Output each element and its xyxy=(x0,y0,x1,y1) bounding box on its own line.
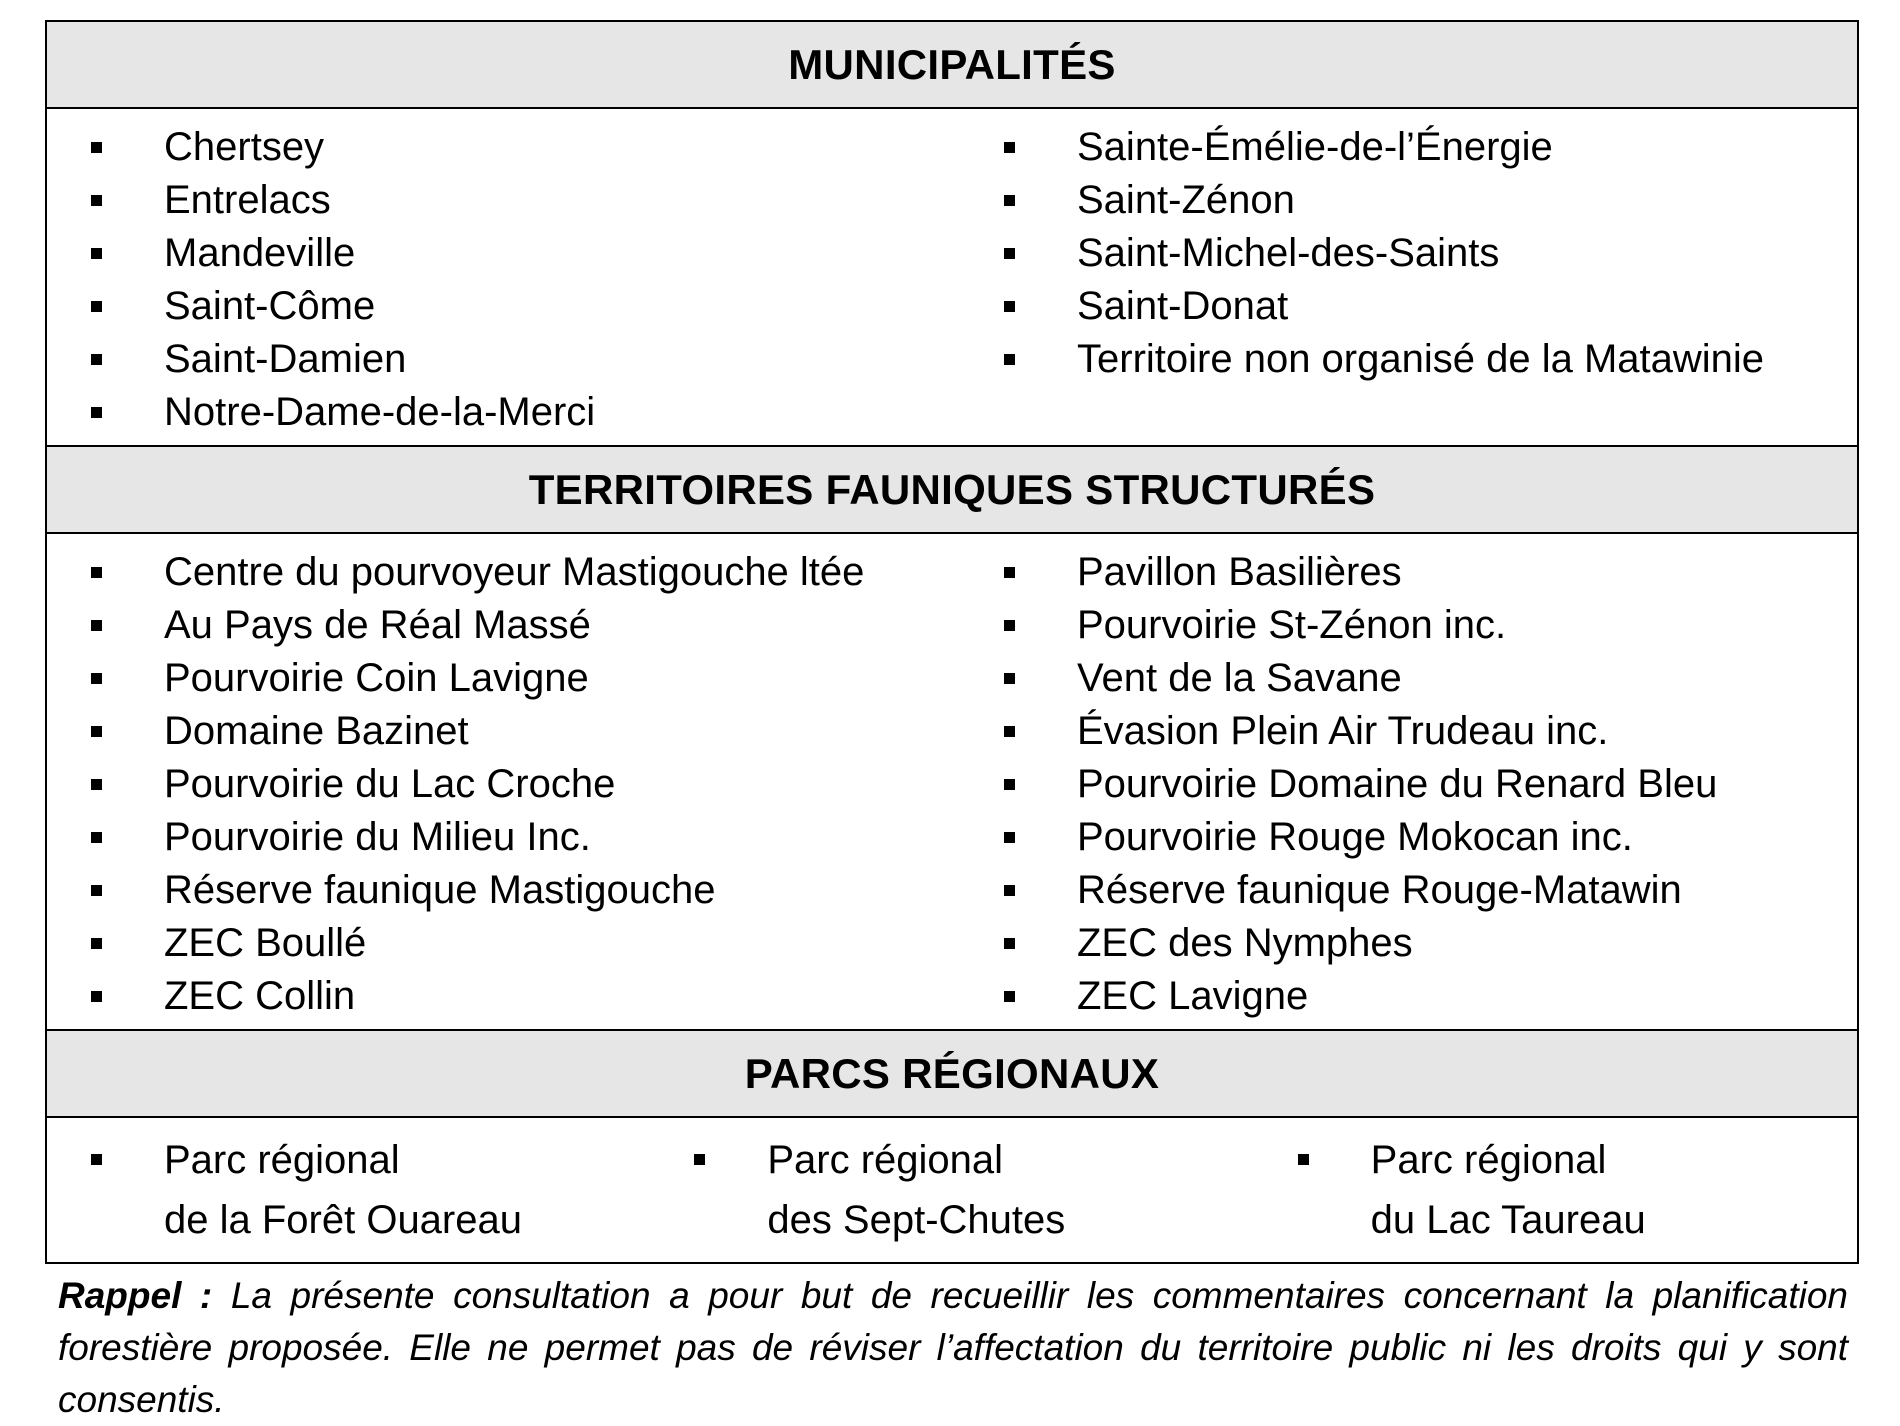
square-bullet-icon xyxy=(91,673,102,684)
territoire-item-label: Au Pays de Réal Massé xyxy=(164,603,591,647)
municipalite-item xyxy=(91,280,952,333)
territoire-item xyxy=(1004,546,1857,599)
territoire-item xyxy=(1004,864,1857,917)
municipalite-item-label: Notre-Dame-de-la-Merci xyxy=(164,390,596,434)
square-bullet-icon xyxy=(91,726,102,737)
square-bullet-icon xyxy=(91,407,102,418)
territoire-item xyxy=(1004,758,1857,811)
municipalite-item-label: Sainte-Émélie-de-l’Énergie xyxy=(1077,125,1553,169)
rappel-note xyxy=(58,1270,1848,1426)
territoire-item xyxy=(1004,652,1857,705)
territory-table xyxy=(45,20,1859,1264)
territoire-item-label: ZEC des Nymphes xyxy=(1077,921,1413,965)
territoire-item xyxy=(91,758,952,811)
territoires-list-left xyxy=(91,546,952,1023)
square-bullet-icon xyxy=(1004,354,1015,365)
municipalite-item xyxy=(91,174,952,227)
territoire-item xyxy=(91,917,952,970)
square-bullet-icon xyxy=(91,354,102,365)
municipalites-body xyxy=(46,108,1858,446)
parc-line2: des Sept-Chutes xyxy=(767,1198,1066,1242)
territoire-item-label: Pourvoirie Domaine du Renard Bleu xyxy=(1077,762,1718,806)
parc-line2: de la Forêt Ouareau xyxy=(164,1198,522,1242)
square-bullet-icon xyxy=(91,248,102,259)
square-bullet-icon xyxy=(1004,779,1015,790)
square-bullet-icon xyxy=(1004,248,1015,259)
municipalite-item-label: Saint-Donat xyxy=(1077,284,1289,328)
square-bullet-icon xyxy=(1004,673,1015,684)
parc-item xyxy=(694,1130,1253,1250)
municipalite-item xyxy=(91,333,952,386)
territoire-item xyxy=(91,546,952,599)
parc-line2: du Lac Taureau xyxy=(1370,1198,1646,1242)
territoire-item xyxy=(1004,599,1857,652)
square-bullet-icon xyxy=(91,620,102,631)
square-bullet-icon xyxy=(1004,885,1015,896)
municipalite-item xyxy=(91,121,952,174)
municipalites-list-right xyxy=(1004,121,1857,386)
square-bullet-icon xyxy=(91,779,102,790)
square-bullet-icon xyxy=(1004,832,1015,843)
square-bullet-icon xyxy=(1004,938,1015,949)
territoire-item-label: Pourvoirie St-Zénon inc. xyxy=(1077,603,1507,647)
municipalite-item xyxy=(1004,227,1857,280)
square-bullet-icon xyxy=(91,1154,102,1165)
square-bullet-icon xyxy=(1004,301,1015,312)
square-bullet-icon xyxy=(91,885,102,896)
territoires-header: TERRITOIRES FAUNIQUES STRUCTURÉS xyxy=(46,446,1858,533)
square-bullet-icon xyxy=(1004,142,1015,153)
square-bullet-icon xyxy=(91,567,102,578)
parcs-header: PARCS RÉGIONAUX xyxy=(46,1030,1858,1117)
municipalite-item-label: Saint-Côme xyxy=(164,284,376,328)
municipalite-item-label: Saint-Damien xyxy=(164,337,407,381)
territoire-item xyxy=(91,652,952,705)
parcs-body xyxy=(46,1117,1858,1263)
territoire-item-label: Pourvoirie du Milieu Inc. xyxy=(164,815,591,859)
municipalite-item xyxy=(1004,174,1857,227)
territoire-item xyxy=(91,705,952,758)
square-bullet-icon xyxy=(91,991,102,1002)
municipalite-item xyxy=(1004,121,1857,174)
territoire-item-label: ZEC Boullé xyxy=(164,921,367,965)
parc-line1: Parc régional xyxy=(767,1138,1004,1182)
rappel-label: Rappel : xyxy=(58,1275,213,1316)
parc-line1: Parc régional xyxy=(164,1138,400,1182)
municipalite-item-label: Territoire non organisé de la Matawinie xyxy=(1077,337,1765,381)
territoire-item-label: Domaine Bazinet xyxy=(164,709,469,753)
square-bullet-icon xyxy=(1298,1154,1309,1165)
territoire-item-label: ZEC Collin xyxy=(164,974,356,1018)
parc-item xyxy=(1298,1130,1857,1250)
territoire-item xyxy=(1004,811,1857,864)
municipalite-item-label: Chertsey xyxy=(164,125,325,169)
territoire-item xyxy=(1004,970,1857,1023)
territoires-body xyxy=(46,533,1858,1030)
municipalite-item xyxy=(91,227,952,280)
territoire-item-label: Centre du pourvoyeur Mastigouche ltée xyxy=(164,550,865,594)
municipalite-item-label: Saint-Michel-des-Saints xyxy=(1077,231,1500,275)
municipalite-item xyxy=(91,386,952,439)
territoire-item xyxy=(91,811,952,864)
territoires-list-right xyxy=(1004,546,1857,1023)
territoire-item-label: Pourvoirie Rouge Mokocan inc. xyxy=(1077,815,1633,859)
territoire-item-label: Évasion Plein Air Trudeau inc. xyxy=(1077,709,1609,753)
territoire-item-label: ZEC Lavigne xyxy=(1077,974,1309,1018)
territoire-item-label: Réserve faunique Rouge-Matawin xyxy=(1077,868,1682,912)
municipalite-item-label: Saint-Zénon xyxy=(1077,178,1295,222)
square-bullet-icon xyxy=(1004,567,1015,578)
municipalites-list-left xyxy=(91,121,952,439)
square-bullet-icon xyxy=(91,832,102,843)
square-bullet-icon xyxy=(91,301,102,312)
square-bullet-icon xyxy=(1004,991,1015,1002)
territoire-item-label: Réserve faunique Mastigouche xyxy=(164,868,716,912)
rappel-text: La présente consultation a pour but de recueillir les commentaires concernant la planification forestière proposée. Elle ne permet pas de réviser l’affectation du territoire public ni les droits qui y sont consentis. xyxy=(58,1275,1849,1420)
square-bullet-icon xyxy=(91,938,102,949)
municipalite-item-label: Entrelacs xyxy=(164,178,331,222)
territoire-item xyxy=(91,970,952,1023)
territoire-item xyxy=(91,599,952,652)
square-bullet-icon xyxy=(91,195,102,206)
territoire-item xyxy=(1004,917,1857,970)
square-bullet-icon xyxy=(694,1154,705,1165)
square-bullet-icon xyxy=(91,142,102,153)
municipalite-item-label: Mandeville xyxy=(164,231,356,275)
territoire-item xyxy=(1004,705,1857,758)
territoire-item xyxy=(91,864,952,917)
municipalite-item xyxy=(1004,280,1857,333)
territoire-item-label: Pourvoirie du Lac Croche xyxy=(164,762,616,806)
square-bullet-icon xyxy=(1004,726,1015,737)
parc-line1: Parc régional xyxy=(1370,1138,1607,1182)
square-bullet-icon xyxy=(1004,620,1015,631)
parc-item xyxy=(91,1130,650,1250)
territoire-item-label: Pourvoirie Coin Lavigne xyxy=(164,656,589,700)
square-bullet-icon xyxy=(1004,195,1015,206)
municipalite-item xyxy=(1004,333,1857,386)
municipalites-header: MUNICIPALITÉS xyxy=(46,21,1858,108)
territoire-item-label: Pavillon Basilières xyxy=(1077,550,1402,594)
territoire-item-label: Vent de la Savane xyxy=(1077,656,1402,700)
